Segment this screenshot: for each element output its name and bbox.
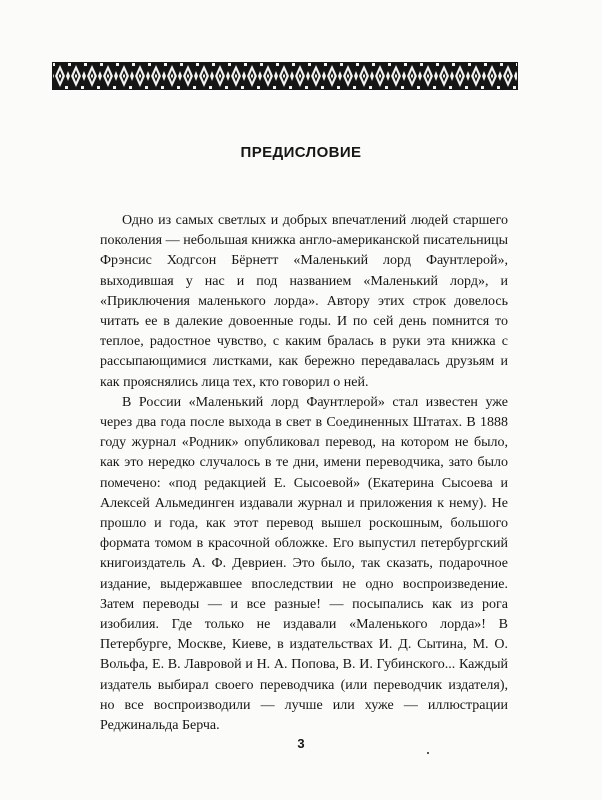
- preface-body: [100, 211, 508, 736]
- page-title: ПРЕДИСЛОВИЕ: [240, 144, 362, 161]
- scan-speck: [427, 752, 429, 754]
- paragraph-1: Одно из самых светлых и добрых впечатлений людей старшего поколения — небольшая книжка англо-американской писательницы Фрэнсис Ходгсон Бёрнетт «Маленький лорд Фаунтлерой», выходившая у нас и под названием «Маленький лорд», и «Приключения маленького лорда». Автору этих строк довелось читать ее в далекие довоенные годы. И по сей день помнится то теплое, радостное чувство, с каким бралась в руки эта книжка с рассыпающимися листками, как бережно передавалась друзьям и как прояснялись лица тех, кто говорил о ней.: [100, 213, 508, 390]
- decorative-border-ornament-icon: [52, 62, 518, 90]
- paragraph-2: В России «Маленький лорд Фаунтлерой» стал известен уже через два года после выхода в свет в Соединенных Штатах. В 1888 году журнал «Родник» опубликовал перевод, на котором не было, как это нередко случалось в те дни, имени переводчика, зато было помечено: «под редакцией Е. Сысоевой» (Екатерина Сысоева и Алексей Альмединген издавали журнал и приложения к нему). Не прошло и года, как этот перевод вышел роскошным, большого формата томом в красочной обложке. Его выпустил петербургский книгоиздатель А. Ф. Девриен. Это было, так сказать, подарочное издание, выдержавшее впоследствии не одно воспроизведение. Затем переводы — и все разные! — посыпались как из рога изобилия. Где только не издавали «Маленького лорда»! В Петербурге, Москве, Киеве, в издательствах И. Д. Сытина, М. О. Вольфа, Е. В. Лавровой и Н. А. Попова, В. И. Губинского... Каждый издатель выбирал своего переводчика (или переводчик издателя), но все воспроизводили — лучше или хуже — иллюстрации Реджинальда Берча.: [100, 394, 508, 734]
- page-number: 3: [297, 736, 305, 751]
